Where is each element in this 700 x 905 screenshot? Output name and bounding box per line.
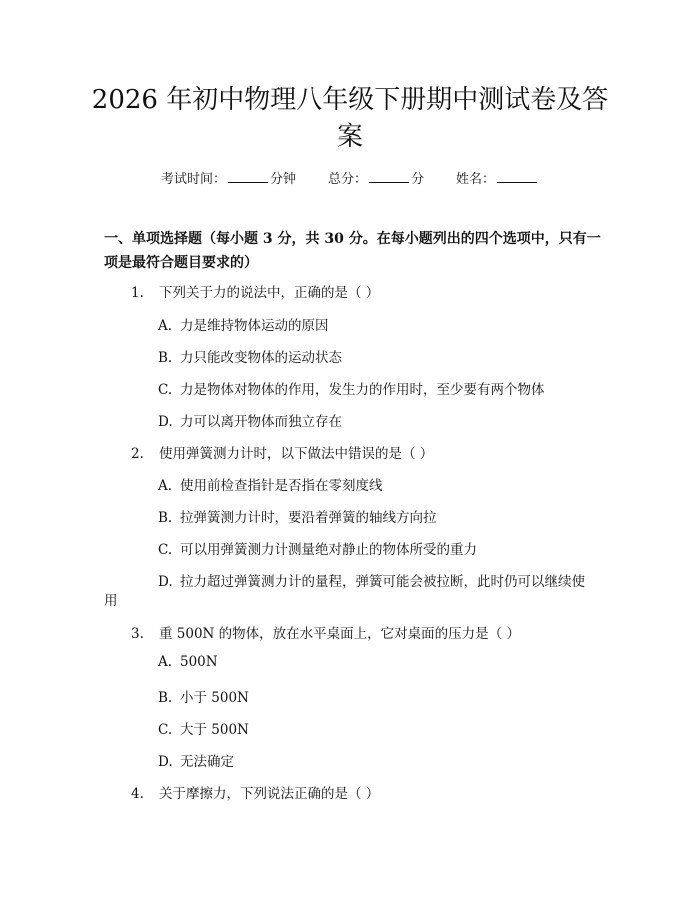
option-text: 大于 500N <box>180 722 249 738</box>
page-title: 2026 年初中物理八年级下册期中测试卷及答 <box>91 85 609 115</box>
option-3d <box>158 750 234 770</box>
option-letter: A. <box>158 318 173 334</box>
option-2d <box>158 570 585 590</box>
option-text: 拉力超过弹簧测力计的量程，弹簧可能会被拉断，此时仍可以继续使 <box>180 574 585 590</box>
option-1c <box>158 378 545 398</box>
option-text: 使用前检查指针是否指在零刻度线 <box>180 478 383 494</box>
option-2a <box>158 474 383 494</box>
exam-time-label: 考试时间： <box>160 172 226 187</box>
student-name <box>456 168 539 187</box>
student-name-blank <box>497 170 537 183</box>
option-letter: B. <box>158 690 173 706</box>
question-2 <box>131 442 433 462</box>
option-2c <box>158 538 477 558</box>
question-1 <box>131 281 379 301</box>
option-text: 500N <box>180 654 218 670</box>
option-letter: B. <box>158 350 173 366</box>
section-heading: 一、单项选择题（每小题 3 分，共 30 分。在每小题列出的四个选项中，只有一项是最符合题目要求的） <box>104 231 601 271</box>
page-title-continued: 案 <box>336 122 363 152</box>
total-score-unit: 分 <box>411 172 425 187</box>
option-3b <box>158 686 249 706</box>
option-1d <box>158 410 342 430</box>
question-text: 重 500N 的物体，放在水平桌面上，它对桌面的压力是（ ） <box>159 626 520 642</box>
question-4 <box>131 782 379 802</box>
question-number: 4. <box>131 786 144 802</box>
option-text: 小于 500N <box>180 690 249 706</box>
option-letter: A. <box>158 478 173 494</box>
total-score-blank <box>369 170 409 183</box>
option-text: 可以用弹簧测力计测量绝对静止的物体所受的重力 <box>180 542 477 558</box>
total-score-label: 总分： <box>327 172 367 187</box>
exam-meta <box>0 168 700 187</box>
question-text: 下列关于力的说法中，正确的是（ ） <box>159 285 380 301</box>
option-letter: A. <box>158 654 173 670</box>
option-letter: D. <box>158 574 173 590</box>
option-text: 力是维持物体运动的原因 <box>180 318 329 334</box>
student-name-label: 姓名： <box>456 172 496 187</box>
option-text: 无法确定 <box>180 754 234 770</box>
option-3a <box>158 654 218 670</box>
question-number: 3. <box>131 626 144 642</box>
option-text: 力可以离开物体而独立存在 <box>180 414 342 430</box>
option-2b <box>158 506 437 526</box>
option-1a <box>158 314 329 334</box>
option-letter: C. <box>158 542 173 558</box>
question-3 <box>131 622 520 642</box>
option-letter: D. <box>158 754 173 770</box>
option-1b <box>158 346 342 366</box>
question-number: 1. <box>131 285 144 301</box>
option-2d-continued: 用 <box>104 593 118 609</box>
question-text: 使用弹簧测力计时，以下做法中错误的是（ ） <box>159 446 434 462</box>
exam-time <box>161 168 296 187</box>
question-number: 2. <box>131 446 144 462</box>
option-text: 力是物体对物体的作用，发生力的作用时，至少要有两个物体 <box>180 382 545 398</box>
exam-time-unit: 分钟 <box>269 172 296 187</box>
question-text: 关于摩擦力，下列说法正确的是（ ） <box>159 786 380 802</box>
option-letter: C. <box>158 722 173 738</box>
option-letter: B. <box>158 510 173 526</box>
option-letter: D. <box>158 414 173 430</box>
option-3c <box>158 718 249 738</box>
total-score <box>328 168 424 187</box>
option-text: 力只能改变物体的运动状态 <box>180 350 342 366</box>
option-text: 拉弹簧测力计时，要沿着弹簧的轴线方向拉 <box>180 510 437 526</box>
exam-time-blank <box>228 170 268 183</box>
option-letter: C. <box>158 382 173 398</box>
